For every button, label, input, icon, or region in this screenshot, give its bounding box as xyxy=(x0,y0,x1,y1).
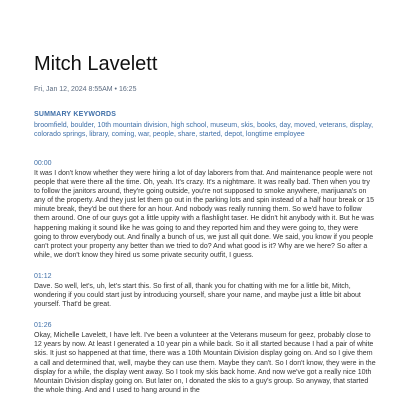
date-duration: Fri, Jan 12, 2024 8:55AM • 16:25 xyxy=(34,86,137,93)
transcript-text: Okay, Michelle Lavelett, I have left. I've been a volunteer at the Veterans museum for geez, probably close to 12 years by now. At least I generated a 10 year pin a while back. So it all started because I had a pair of white skis. It just so happened at that time, there was a 10th Mountain Division display going on. And so I give them a call and determined that, well, maybe they can use them. Maybe they can't. So I don't know, they were in the display for a while, the display went away. So I took my skis back home. And now we've got a really nice 10th Mountain Division display going on. But later on, I donated the skis to a guy's group. So anyway, that started the whole thing. And and I used to hang around in the xyxy=(34,332,376,394)
keywords-list: broomfield, boulder, 10th mountain division, high school, museum, skis, books, day, moved, veterans, display, colorado springs, library, coming, war, people, share, started, depot, longtime employee xyxy=(34,122,374,138)
transcript-text: Dave. So well, let's, uh, let's start this. So first of all, thank you for chatting with me for a little bit, Mitch, wondering if you could start just by introducing yourself, share your name, and maybe just a little bit about yourself. That'd be great. xyxy=(34,282,361,309)
timestamp: 00:00 xyxy=(34,160,52,167)
transcript-segment xyxy=(34,159,376,260)
transcript-text: It was I don't know whether they were hiring a lot of day laborers from that. And maintenance people were not people that were there all the time. Oh, yeah. It's crazy. It's a nightmare. It was really bad. Then when you try to follow the janitors around, they're going outside, you're not supposed to smoke anywhere, marijuana's on any of the property. And they just let them go out in the parking lots and spin instead of a half hour break or 15 minute break, they'd be out there for an hour. And nobody was really running them. So we'd have to follow them around. One of our guys got a little uppity with a flashlight taser. He didn't hit anybody with it. But he was happening making it sound like he was going to and they reported him and they were going to, they were going to throw everybody out. And finally a bunch of us, we just all quit done. We said, you know if you people can't protect your property any better than we tried to do? And what good is it? Why are we here? So after a while, we don't know they hired us some private security outfit, I guess. xyxy=(34,170,374,259)
timestamp: 01:26 xyxy=(34,322,52,330)
transcript-segment xyxy=(34,321,376,395)
timestamp: 01:12 xyxy=(34,272,52,280)
document-title: Mitch Lavelett xyxy=(34,53,158,75)
keywords-heading: SUMMARY KEYWORDS xyxy=(34,111,117,118)
transcript-segment xyxy=(34,272,376,309)
